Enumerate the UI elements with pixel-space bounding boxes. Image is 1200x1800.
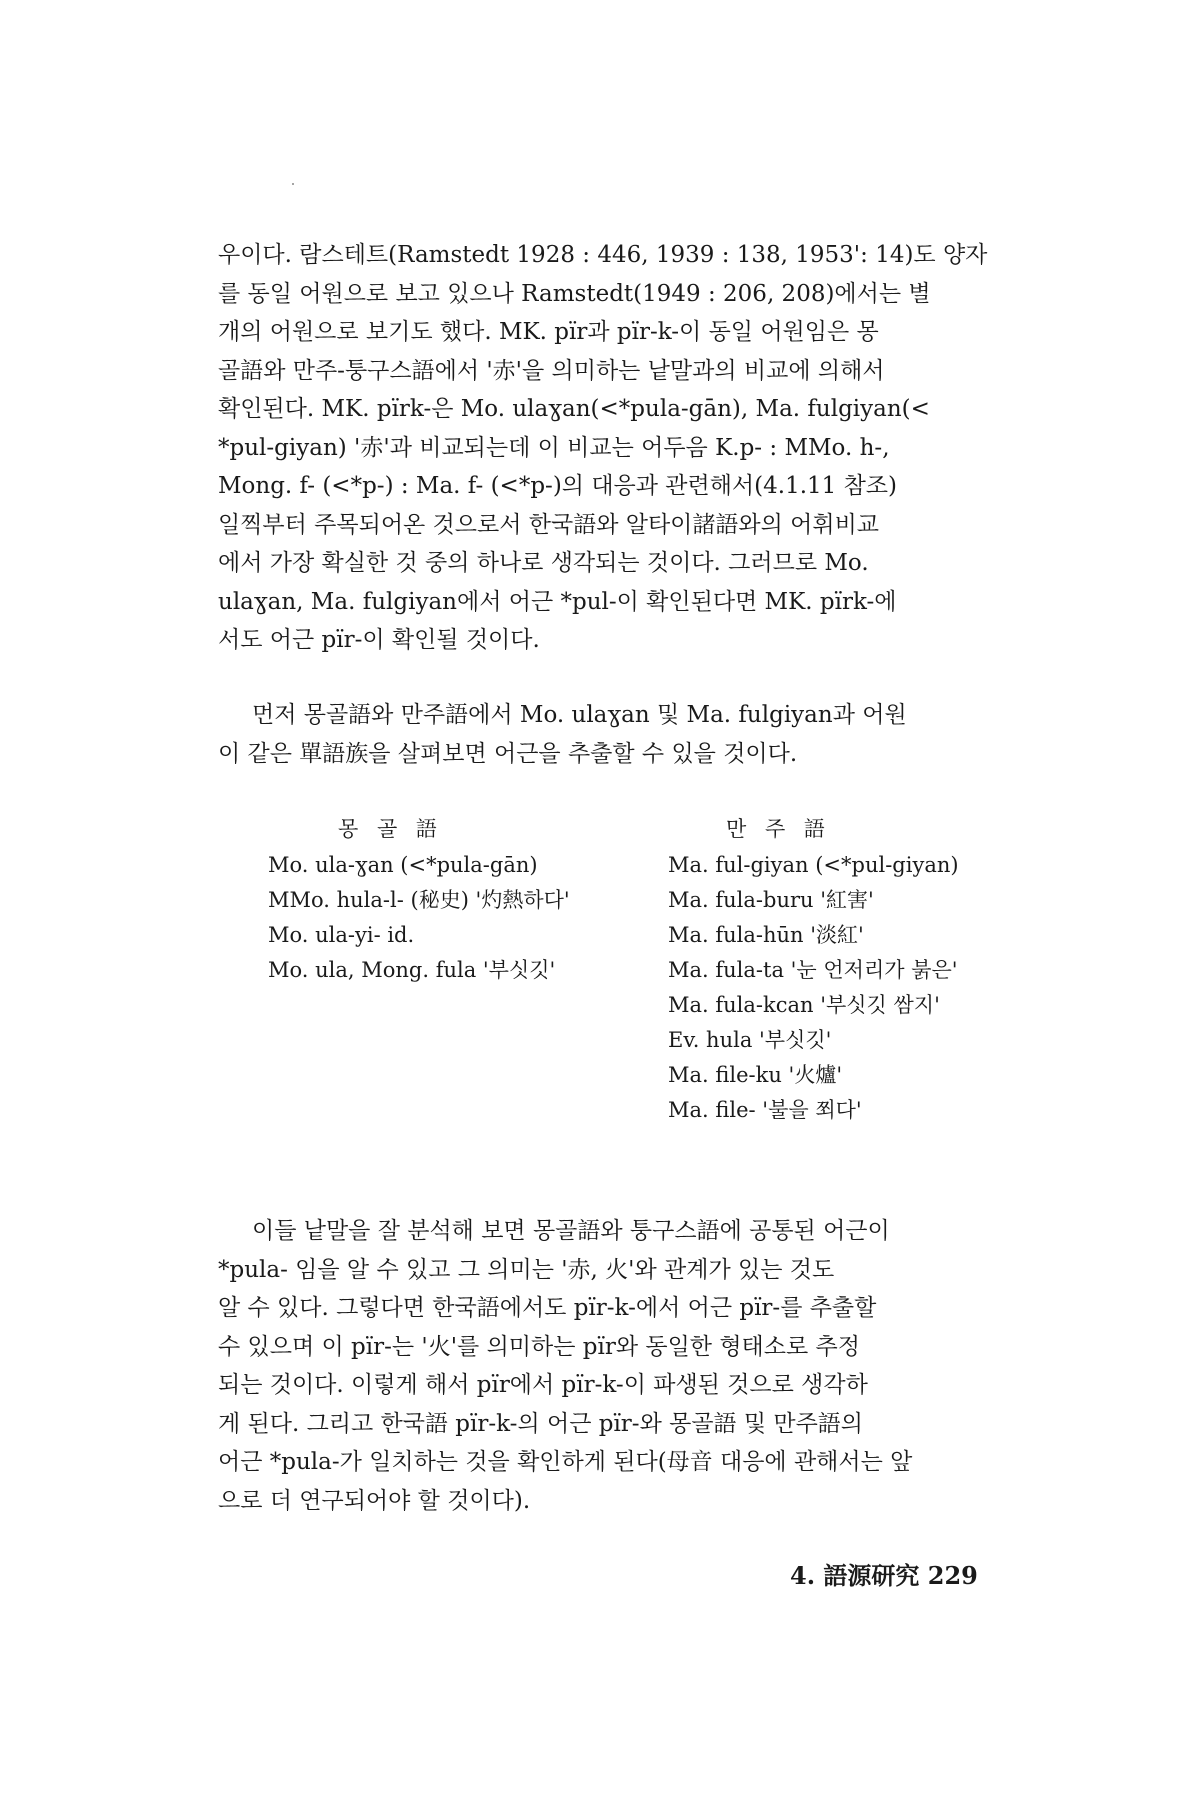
text-line: 이들 낱말을 잘 분석해 보면 몽골語와 퉁구스語에 공통된 어근이	[252, 1218, 890, 1244]
mongolian-column	[268, 810, 668, 1128]
text-line: Mong. f- (<*p-) : Ma. f- (<*p-)의 대응과 관련해서(4.1.11 참조)	[218, 473, 898, 499]
paragraph-2	[218, 696, 1040, 773]
text-line: 개의 어원으로 보기도 했다. MK. pïr과 pïr-k-이 동일 어원임은 몽	[218, 319, 879, 345]
table-row: Mo. ula-yi- id.	[268, 923, 415, 947]
table-row: MMo. hula-l- (秘史) '灼熱하다'	[268, 888, 570, 912]
text-line: 에서 가장 확실한 것 중의 하나로 생각되는 것이다. 그러므로 Mo.	[218, 550, 869, 576]
text-line: 를 동일 어원으로 보고 있으나 Ramstedt(1949 : 206, 208)에서는 별	[218, 280, 931, 307]
table-row: Ma. fula-kcan '부싯깃 쌈지'	[668, 993, 940, 1017]
manchu-column	[668, 810, 1028, 1128]
text-line: 어근 *pula-가 일치하는 것을 확인하게 된다(母音 대응에 관해서는 앞	[218, 1449, 913, 1475]
page-number: 229	[927, 1561, 978, 1590]
table-row: Ma. file- '불을 쬐다'	[668, 1098, 862, 1122]
text-line: 수 있으며 이 pïr-는 '火'를 의미하는 pïr와 동일한 형태소로 추정	[218, 1333, 860, 1360]
text-line: 이 같은 單語族을 살펴보면 어근을 추출할 수 있을 것이다.	[218, 740, 798, 767]
text-line: *pula- 임을 알 수 있고 그 의미는 '赤, 火'와 관계가 있는 것도	[218, 1256, 835, 1283]
table-row: Ev. hula '부싯깃'	[668, 1028, 832, 1052]
text-line: 먼저 몽골語와 만주語에서 Mo. ulaɣan 및 Ma. fulgiyan과 어원	[252, 702, 907, 728]
manchu-heading: 만 주 語	[726, 817, 831, 841]
table-row: Mo. ula, Mong. fula '부싯깃'	[268, 958, 556, 982]
text-line: *pul-giyan) '赤'과 비교되는데 이 비교는 어두음 K.p- : MMo. h-,	[218, 434, 890, 461]
text-line: ulaɣan, Ma. fulgiyan에서 어근 *pul-이 확인된다면 MK. pïrk-에	[218, 588, 897, 615]
text-line: 골語와 만주-퉁구스語에서 '赤'을 의미하는 낱말과의 비교에 의해서	[218, 357, 885, 384]
text-line: 서도 어근 pïr-이 확인될 것이다.	[218, 627, 540, 653]
page-footer	[790, 1556, 1050, 1591]
text-line: 우이다. 람스테트(Ramstedt 1928 : 446, 1939 : 138, 1953': 14)도 양자	[218, 242, 988, 268]
table-row: Ma. fula-ta '눈 언저리가 붉은'	[668, 958, 958, 982]
table-row: Ma. fula-hūn '淡紅'	[668, 923, 864, 947]
mongolian-heading: 몽 골 語	[338, 817, 443, 841]
table-row: Ma. fula-buru '紅害'	[668, 888, 874, 912]
paragraph-3	[218, 1212, 1040, 1520]
text-line: 알 수 있다. 그렇다면 한국語에서도 pïr-k-에서 어근 pïr-를 추출할	[218, 1295, 877, 1321]
table-row: Mo. ula-ɣan (<*pula-gān)	[268, 853, 538, 877]
text-line: 확인된다. MK. pïrk-은 Mo. ulaɣan(<*pula-gān), Ma. fulgiyan(<	[218, 396, 930, 422]
speck	[292, 183, 294, 185]
text-line: 게 된다. 그리고 한국語 pïr-k-의 어근 pïr-와 몽골語 및 만주語의	[218, 1410, 864, 1437]
paragraph-1	[218, 236, 1040, 660]
word-family-table	[268, 810, 1028, 1128]
table-row: Ma. file-ku '火爐'	[668, 1063, 843, 1087]
text-line: 되는 것이다. 이렇게 해서 pïr에서 pïr-k-이 파생된 것으로 생각하	[218, 1372, 868, 1398]
table-row: Ma. ful-giyan (<*pul-giyan)	[668, 853, 959, 877]
text-line: 일찍부터 주목되어온 것으로서 한국語와 알타이諸語와의 어휘비교	[218, 511, 880, 538]
text-line: 으로 더 연구되어야 할 것이다).	[218, 1487, 531, 1514]
section-title: 4. 語源研究	[790, 1561, 920, 1590]
